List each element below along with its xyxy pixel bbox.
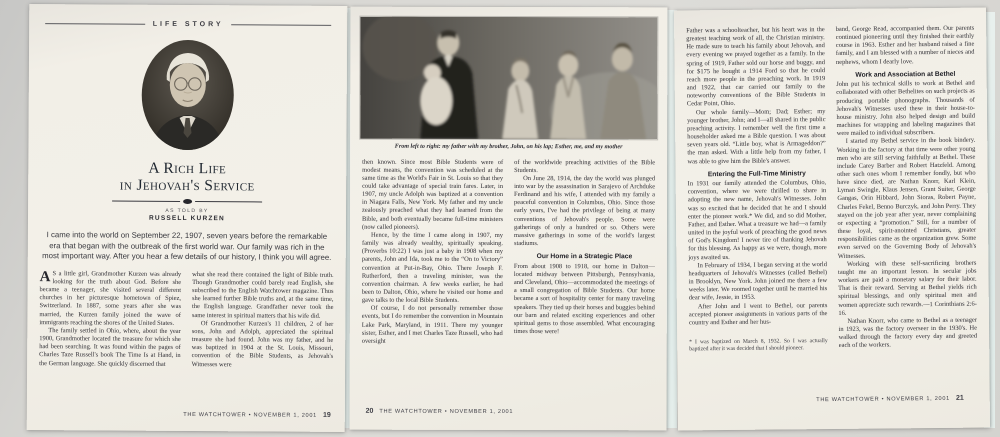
paragraph: John put his technical skills to work at Bethel and collaborated with other Bethelites on such projects as producing portable phonographs. Thousands of Jehovah's Witnesses used these in their house-to-house ministry. John also helped design and build machines for wrapping and labeling magazines that were mailed to individual subscribers.	[836, 79, 976, 138]
page-20-column-1	[362, 158, 503, 346]
paragraph: I started my Bethel service in the book bindery. Working in the factory at that time were other young men who are still serving faithfully at Bethel. These include Carey Barber and Robert Hatzfeld. Among other such ones whom I remember fondly, but who have since died, are Nathan Knorr, Karl Klein, Lyman Swingle, Klaus Jensen, Grant Suiter, George Gangas, Orin Hibbard, John Sioras, Robert Payne, Charles Fekel, Benno Burczyk, and John Perry. They stayed on the job year after year, never complaining or expecting a “promotion.” Still, for a number of these loyal, spirit-anointed Christians, greater responsibilities came as the organization grew. Some even served on the Governing Body of Jehovah's Witnesses.	[836, 136, 977, 260]
paragraph: In 1931 our family attended the Columbus, Ohio, convention, where we were thrilled to share in adopting the new name, Jehovah's Witnesses. John was so excited that he decided that he and I should enter the pioneer work.* We did, and so did Mother, Father, and Esther. What a treasure we had—a family united in the joyful work of preaching the good news of God's Kingdom! I never tire of thanking Jehovah for this blessing. As happy as we were, though, more joys awaited us.	[687, 179, 827, 261]
byline	[28, 207, 346, 223]
paragraph: Our whole family—Mom; Dad; Esther; my younger brother, John; and I—all shared in the public preaching activity. I remember well the first time a householder asked me a Bible question. I was about seven years old. “Little boy, what is Armageddon?” the man asked. With a little help from my father, I was able to give him the Bible's answer.	[687, 107, 826, 165]
intro-paragraph: I came into the world on September 22, 1907, seven years before the remarkable era that began with the outbreak of the first world war. Our family was rich in the most important way. After you hear a few details of our history, I think you will agree.	[42, 230, 332, 263]
paragraph: Nathan Knorr, who came to Bethel as a teenager in 1923, was the factory overseer in the 1930's. He walked through the factory every day and greeted each of the workers.	[838, 316, 978, 350]
footnote: * I was baptized on March 8, 1932. So I was actually baptized after it was decided that I should pioneer.	[689, 338, 828, 353]
page-21-column-1	[686, 26, 828, 354]
paragraph: then known. Since most Bible Students were of modest means, the convention was scheduled at the same time as the World's Fair in St. Louis so that they could take advantage of special train fares. Later, in 1907, my uncle Adolph was baptized at a convention in Niagara Falls, New York. My father and my uncle zealously preached what they had learned from the Bible, and both eventually became full-time ministers (now called pioneers).	[361, 158, 504, 231]
page-20-column-2	[514, 159, 655, 347]
dropcap: A	[39, 268, 51, 285]
page-footer	[366, 408, 514, 415]
paragraph: After John and I went to Bethel, our parents accepted pioneer assignments in various parts of the country and Esther and her hus-	[688, 301, 828, 327]
header-rule-left	[45, 23, 145, 25]
paragraph: what she read there contained the light of Bible truth. Though Grandmother could barely read English, she subscribed to the English Watchtower magazine. Thus she learned further Bible truths and, at the same time, the English language. Grandfather never took the same interest in spiritual matters that his wife did.	[191, 270, 334, 320]
paragraph: Hence, by the time I came along in 1907, my family was already wealthy, spiritually speaking. (Proverbs 10:22) I was just a baby in 1908 when my parents, John and Ida, took me to the “On to Victory” convention at Put-in-Bay, Ohio. There Joseph F. Rutherford, then a traveling minister, was the convention chairman. A few weeks earlier, he had been to Dalton, Ohio, where he visited our home and gave talks to the local Bible Students.	[361, 231, 503, 305]
portrait-photo	[139, 38, 236, 153]
page-number: 19	[322, 411, 331, 419]
page-footer	[183, 411, 331, 419]
page-20-columns	[350, 151, 667, 346]
title-divider	[112, 199, 262, 205]
page-19-column-2	[192, 271, 334, 370]
footer-text: THE WATCHTOWER • NOVEMBER 1, 2001	[816, 395, 950, 404]
family-photo	[360, 17, 657, 140]
footer-text: THE WATCHTOWER • NOVEMBER 1, 2001	[183, 411, 318, 419]
paragraph: The family settled in Ohio, where, about the year 1900, Grandmother located the treasure for which she had been searching. It was found within the pages of Charles Taze Russell's book The Time Is at Hand, in the German language. She quickly discerned that	[39, 327, 181, 368]
page-number: 21	[955, 394, 964, 402]
section-header	[45, 20, 331, 29]
paragraph: of the worldwide preaching activities of the Bible Students.	[514, 158, 656, 174]
article-title-line2: in Jehovah's Service	[119, 176, 255, 195]
header-rule-right	[232, 24, 332, 26]
page-19-columns	[27, 262, 346, 370]
paragraph: Of course, I do not personally remember those events, but I do remember the convention in Mountain Lake Park, Maryland, in 1911. There my younger sister, Esther, and I met Charles Taze Russell, who had oversight	[361, 305, 503, 345]
footer-text: THE WATCHTOWER • NOVEMBER 1, 2001	[379, 408, 514, 416]
section-subheading: Our Home in a Strategic Place	[536, 253, 633, 261]
paragraph: band, George Read, accompanied them. Our parents continued pioneering until they finished their earthly course in 1963. Esther and her husband raised a fine family, and I am blessed with a number of nieces and nephews, whom I dearly love.	[835, 24, 975, 66]
page-21-columns	[674, 8, 989, 355]
page-19-column-1	[39, 270, 181, 369]
paragraph: Of Grandmother Kurzen's 11 children, 2 of her sons, John and Adolph, appreciated the spiritual treasure she had found. John was my father, and he was baptized in 1904 at the St. Louis, Missouri, convention of the Bible Students, as Jehovah's Witnesses were	[191, 319, 334, 368]
paragraph: In February of 1934, I began serving at the world headquarters of Jehovah's Witnesses (called Bethel) in Brooklyn, New York. John joined me there a few weeks later. We roomed together until he married his dear wife, Jessie, in 1953.	[688, 260, 828, 302]
page-21-column-2	[836, 25, 978, 353]
section-subheading: Entering the Full-Time Ministry	[707, 169, 806, 178]
paragraph-text: S a little girl, Grandmother Kurzen was already looking for the truth about God. Before she became a teenager, she visited several different churches in her picturesque hometown of Spiez, Switzerland. In 1887, some years after she was married, the Kurzen family joined the wave of immigrants reaching the shores of the United States.	[39, 269, 182, 327]
section-label: LIFE STORY	[152, 20, 224, 29]
photo-caption: From left to right: my father with my brother, John, on his lap; Esther, me, and my mother	[394, 143, 623, 151]
section-subheading: Work and Association at Bethel	[855, 70, 956, 79]
byline-name: RUSSELL KURZEN	[149, 214, 225, 223]
article-title-line1: A Rich Life	[148, 159, 227, 178]
page-20	[350, 7, 668, 431]
paragraph	[39, 270, 181, 328]
paragraph: Working with these self-sacrificing brothers taught me an important lesson. In secular jobs workers are paid a monetary salary for their labor. That is their reward. Serving at Bethel yields rich spiritual blessings, and only spiritual men and women appreciate such rewards.—1 Corinthians 2:6-16.	[837, 259, 977, 317]
page-number: 20	[365, 407, 374, 415]
paragraph: From about 1908 to 1918, our home in Dalton—located midway between Pittsburgh, Pennsylvania, and Cleveland, Ohio—accommodated the meetings of a small congregation of Bible Students. Our home became a sort of hospitality center for many traveling speakers. They tied up their horses and buggies behind our barn and related exciting experiences and other spiritual gems to those assembled. What encouraging times those were!	[513, 262, 655, 336]
paragraph: On June 28, 1914, the day the world was plunged into war by the assassination in Sarajevo of Archduke Ferdinand and his wife, I attended with my family a peaceful convention in Columbus, Ohio. Since those early years, I've had the privilege of being at many conventions of Jehovah's people. Some were gatherings of only a hundred or so. Others were massive gatherings in some of the world's largest stadiums.	[513, 174, 656, 248]
divider-line-left	[112, 201, 180, 202]
page-19	[27, 4, 348, 432]
paragraph: Father was a schoolteacher, but his heart was in the greatest teaching work of all, the Christian ministry. He made sure to teach his family about Jehovah, and every evening we prayed together as a family. In the spring of 1919, Father sold our horse and buggy, and for $175 he bought a 1914 Ford so that he could reach more people in the preaching work. In 1919 and 1922, that car carried our family to the noteworthy conventions of the Bible Students in Cedar Point, Ohio.	[686, 26, 826, 108]
page-footer	[816, 395, 964, 403]
article-title	[28, 159, 346, 195]
divider-dot	[183, 199, 192, 204]
page-21	[674, 8, 990, 431]
divider-line-right	[195, 201, 263, 202]
byline-label: AS TOLD BY	[165, 207, 209, 215]
